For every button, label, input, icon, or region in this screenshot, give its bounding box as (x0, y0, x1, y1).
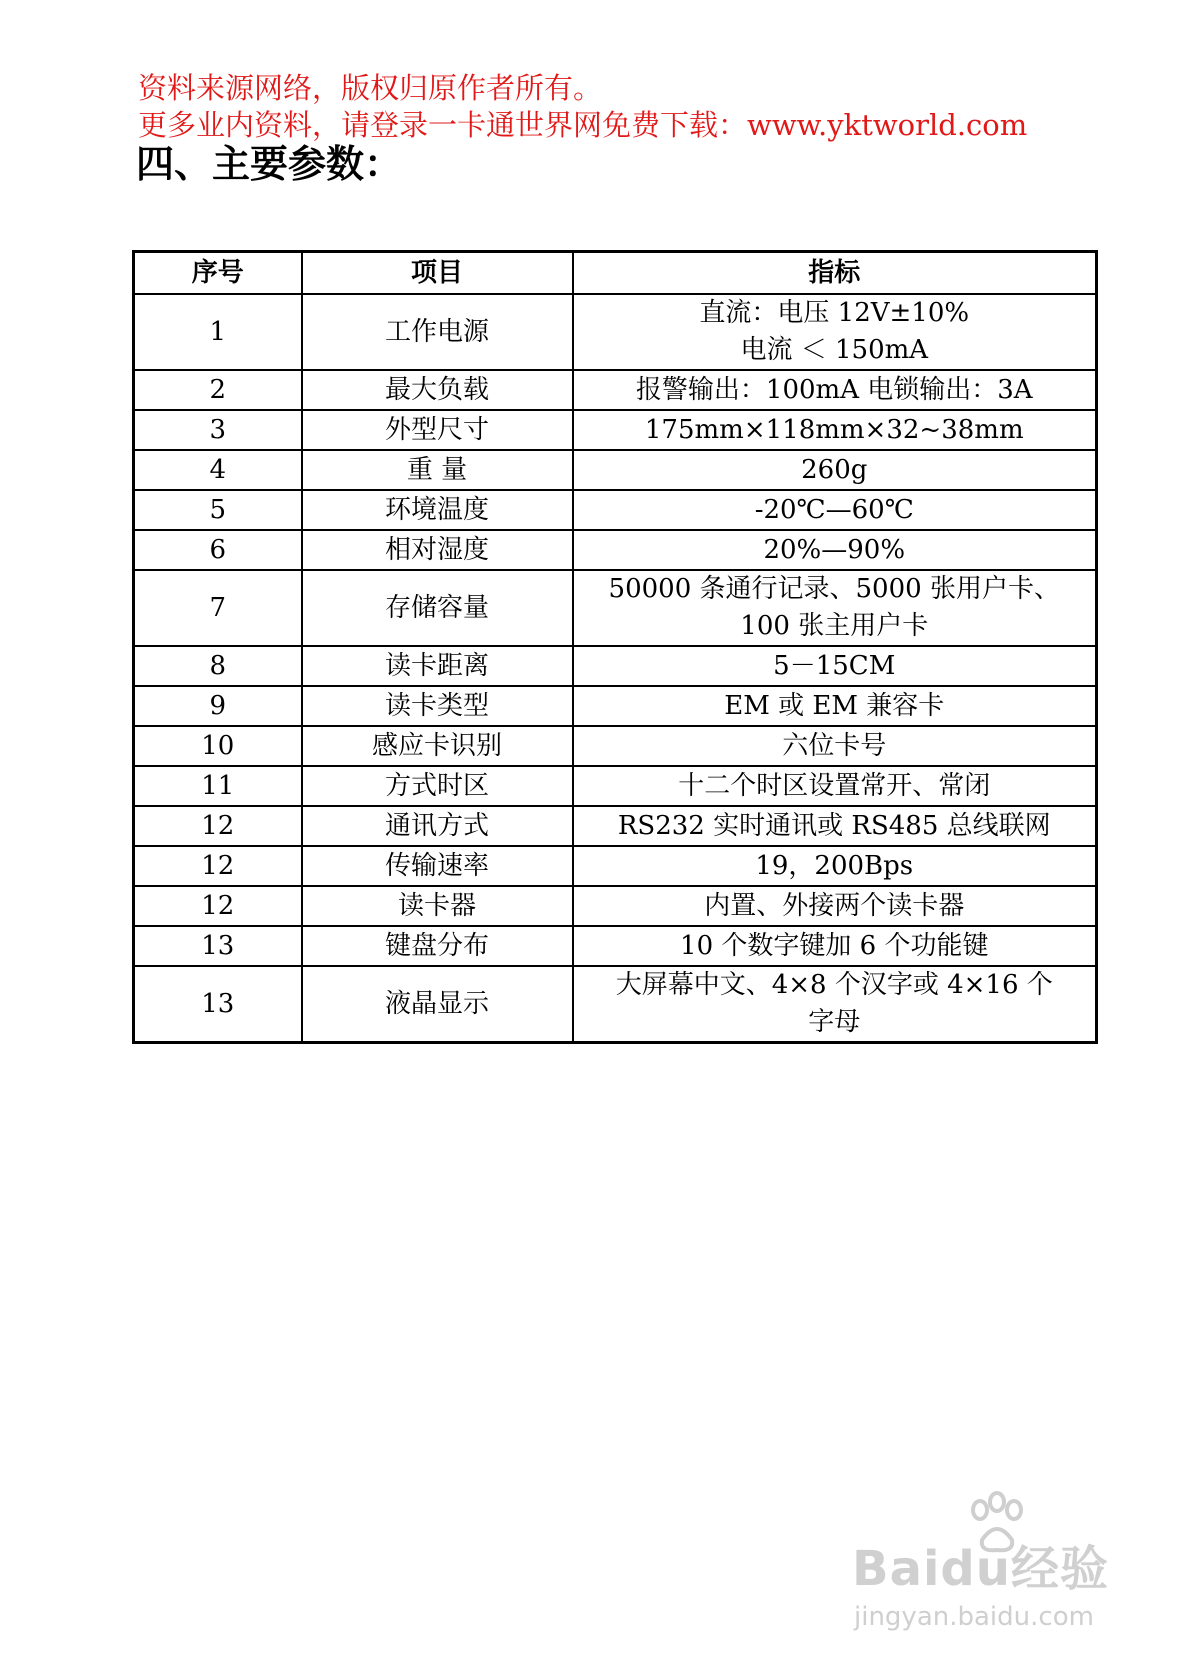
row-spec: EM 或 EM 兼容卡 (573, 686, 1097, 726)
row-no: 4 (134, 450, 302, 490)
watermark-url: jingyan.baidu.com (854, 1602, 1094, 1632)
copyright-notice: 资料来源网络，版权归原作者所有。 (138, 71, 603, 105)
table-header-row (134, 252, 1097, 295)
table-row (134, 646, 1097, 686)
row-no: 12 (134, 886, 302, 926)
row-item: 液晶显示 (302, 966, 573, 1043)
table-row (134, 370, 1097, 410)
row-no: 13 (134, 966, 302, 1043)
row-no: 13 (134, 926, 302, 966)
row-no: 12 (134, 806, 302, 846)
download-notice: 更多业内资料，请登录一卡通世界网免费下载：www.yktworld.com (138, 108, 1028, 142)
row-no: 6 (134, 530, 302, 570)
row-item: 环境温度 (302, 490, 573, 530)
table-row (134, 530, 1097, 570)
row-item: 感应卡识别 (302, 726, 573, 766)
table-row (134, 450, 1097, 490)
row-item: 重 量 (302, 450, 573, 490)
row-item: 工作电源 (302, 294, 573, 370)
table-row (134, 410, 1097, 450)
row-spec: RS232 实时通讯或 RS485 总线联网 (573, 806, 1097, 846)
row-spec: 5－15CM (573, 646, 1097, 686)
table-row (134, 766, 1097, 806)
row-no: 1 (134, 294, 302, 370)
row-item: 最大负载 (302, 370, 573, 410)
section-heading: 四、主要参数： (136, 142, 403, 186)
row-item: 键盘分布 (302, 926, 573, 966)
header-no: 序号 (134, 252, 302, 295)
table-row (134, 570, 1097, 646)
row-no: 7 (134, 570, 302, 646)
row-spec: 260g (573, 450, 1097, 490)
table-row (134, 926, 1097, 966)
row-spec: 大屏幕中文、4×8 个汉字或 4×16 个 字母 (573, 966, 1097, 1043)
row-item: 读卡距离 (302, 646, 573, 686)
row-no: 2 (134, 370, 302, 410)
row-item: 相对湿度 (302, 530, 573, 570)
table-row (134, 490, 1097, 530)
baidu-watermark (852, 1490, 1152, 1640)
table-row (134, 294, 1097, 370)
row-no: 12 (134, 846, 302, 886)
row-no: 9 (134, 686, 302, 726)
row-spec: 10 个数字键加 6 个功能键 (573, 926, 1097, 966)
row-item: 外型尺寸 (302, 410, 573, 450)
row-no: 10 (134, 726, 302, 766)
row-spec: 19，200Bps (573, 846, 1097, 886)
row-spec: 内置、外接两个读卡器 (573, 886, 1097, 926)
table-row (134, 966, 1097, 1043)
watermark-brand: Baidu经验 (852, 1541, 1109, 1597)
header-item: 项目 (302, 252, 573, 295)
table-row (134, 726, 1097, 766)
row-item: 传输速率 (302, 846, 573, 886)
row-spec: 175mm×118mm×32~38mm (573, 410, 1097, 450)
row-spec: 20%—90% (573, 530, 1097, 570)
row-spec: 六位卡号 (573, 726, 1097, 766)
row-no: 11 (134, 766, 302, 806)
table-row (134, 686, 1097, 726)
table-row (134, 806, 1097, 846)
row-spec: -20℃—60℃ (573, 490, 1097, 530)
header-spec: 指标 (573, 252, 1097, 295)
row-no: 3 (134, 410, 302, 450)
row-no: 8 (134, 646, 302, 686)
row-spec: 直流：电压 12V±10% 电流 ＜ 150mA (573, 294, 1097, 370)
table-row (134, 886, 1097, 926)
row-item: 读卡器 (302, 886, 573, 926)
row-item: 方式时区 (302, 766, 573, 806)
row-spec: 50000 条通行记录、5000 张用户卡、 100 张主用户卡 (573, 570, 1097, 646)
parameters-table (132, 250, 1098, 1044)
row-spec: 报警输出：100mA 电锁输出：3A (573, 370, 1097, 410)
row-spec: 十二个时区设置常开、常闭 (573, 766, 1097, 806)
table-row (134, 846, 1097, 886)
row-no: 5 (134, 490, 302, 530)
row-item: 通讯方式 (302, 806, 573, 846)
row-item: 读卡类型 (302, 686, 573, 726)
row-item: 存储容量 (302, 570, 573, 646)
